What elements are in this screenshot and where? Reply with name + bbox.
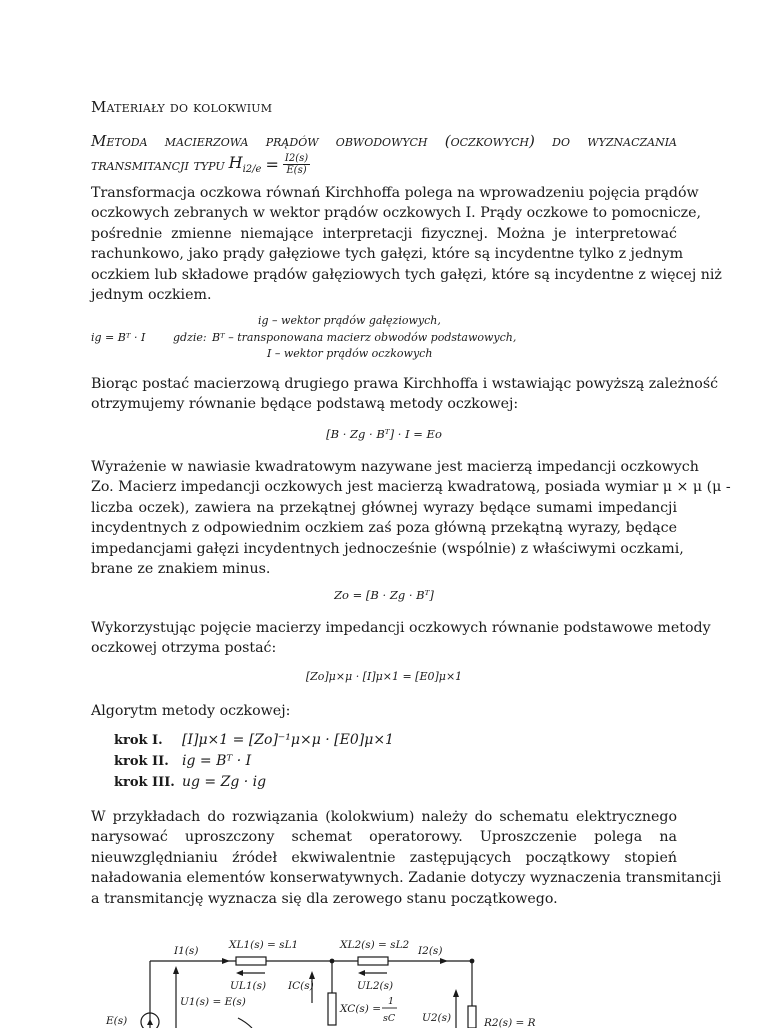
transfer-h: H: [228, 153, 243, 173]
resistor-box: [468, 1006, 476, 1028]
paragraph-5: [91, 701, 677, 721]
label-xc-den: sC: [383, 1013, 396, 1024]
capacitor-box: [328, 993, 336, 1025]
paragraph-4: [91, 618, 711, 659]
label-ul2: UL2(s): [357, 980, 394, 992]
paragraph-line: a transmitancję wyznacza się dla zerowego stanu początkowego.: [91, 890, 558, 907]
label-ul1: UL1(s): [230, 980, 267, 992]
transfer-h-sub: i2/e: [242, 164, 262, 176]
paragraph-line: Transformacja oczkowa równań Kirchhoffa polega na wprowadzeniu pojęcia prądów: [91, 185, 699, 201]
paragraph-line: incydentnych z odpowiednim oczkiem zaś poza główną przekątną wyrazy, będące: [91, 520, 677, 537]
fraction-denominator: E(s): [286, 165, 307, 176]
fraction-numerator: I2(s): [284, 153, 309, 164]
arrowhead: [236, 970, 243, 976]
eq-ig-left: ig = Bᵀ · I: [91, 331, 146, 344]
step-label: krok II.: [114, 754, 169, 769]
label-i2: I2(s): [418, 945, 443, 957]
paragraph-line: liczba oczek), zawiera na przekątnej głównej wyrazy będące sumami impedancji: [91, 499, 677, 516]
section-title-line2: [91, 153, 310, 176]
label-xl2: XL2(s) = sL2: [340, 939, 410, 951]
step-label: krok III.: [114, 775, 175, 790]
label-r: R2(s) = R: [484, 1017, 536, 1028]
arrowhead-i1: [222, 958, 230, 964]
label-ic: IC(s): [288, 980, 314, 992]
paragraph-line: narysować uproszczony schemat operatorowy. Uproszczenie polega na: [91, 829, 677, 846]
step-label: krok I.: [114, 733, 163, 748]
inductor-l2: [358, 957, 388, 965]
paragraph-line: otrzymujemy równanie będące podstawą metody oczkowej:: [91, 396, 519, 413]
transfer-fraction: [283, 153, 310, 176]
paragraph-line: oczkowych zebranych w wektor prądów oczkowych I. Prądy oczkowe to pomocnicze,: [91, 205, 702, 222]
paragraph-line: rachunkowo, jako prądy gałęziowe tych gałęzi, które są incydentne tylko z jednym: [91, 246, 684, 263]
section-title-text: transmitancji typu: [91, 155, 225, 174]
algorithm-step: [114, 774, 394, 795]
paragraph-line: Zo. Macierz impedancji oczkowych jest macierzą kwadratową, posiada wymiar μ × μ (μ -: [91, 479, 731, 496]
equals-sign: =: [265, 155, 279, 174]
label-es: E(s): [106, 1015, 128, 1027]
eq-matrix: [Zo]μ×μ · [I]μ×1 = [E0]μ×1: [305, 670, 463, 683]
paragraph-line: brane ze znakiem minus.: [91, 561, 271, 578]
eq-zo: Zo = [B · Zg · Bᵀ]: [334, 588, 434, 602]
arrowhead: [358, 970, 365, 976]
loop-arc: [238, 1018, 252, 1028]
circuit-schematic: [0, 918, 768, 1028]
paragraph-line: Biorąc postać macierzową drugiego prawa Kirchhoffa i wstawiając powyższą zależność: [91, 376, 719, 392]
arrowhead: [453, 989, 459, 997]
eq-main: [B · Zg · Bᵀ] · I = Eo: [326, 427, 442, 441]
algorithm-step: [114, 732, 394, 753]
eq-ig-line1: ig – wektor prądów gałęziowych,: [258, 314, 441, 327]
paragraph-line: pośrednie zmienne niemające interpretacji fizycznej. Można je interpretować: [91, 225, 677, 242]
paragraph-6: [91, 807, 722, 909]
paragraph-line: impedancjami gałęzi incydentnych jednocześnie (wspólnie) z właściwymi oczkami,: [91, 540, 684, 557]
paragraph-line: nieuwzględnianiu źródeł ekwiwalentnie zastępujących początkowy stopień: [91, 849, 677, 866]
eq-ig-gdzie: gdzie:: [173, 331, 207, 344]
section-title-line1: Metoda macierzowa prądów obwodowych (oczkowych) do wyznaczania: [91, 132, 677, 150]
paragraph-1: [91, 183, 722, 305]
paragraph-line: naładowania elementów konserwatywnych. Zadanie dotyczy wyznaczenia transmitancji: [91, 870, 722, 887]
paragraph-line: oczkowej otrzyma postać:: [91, 640, 277, 657]
eq-ig-line2: Bᵀ – transponowana macierz obwodów podstawowych,: [212, 331, 517, 344]
paragraph-3: [91, 457, 731, 579]
paragraph-line: Wykorzystując pojęcie macierzy impedancji oczkowych równanie podstawowe metody: [91, 620, 711, 636]
arrowhead: [309, 971, 315, 979]
page-heading: Materiały do kolokwium: [91, 98, 273, 116]
transfer-symbol: [229, 153, 262, 175]
paragraph-2: [91, 374, 719, 415]
node-dot: [470, 959, 475, 964]
paragraph-line: W przykładach do rozwiązania (kolokwium) należy do schematu elektrycznego: [91, 809, 677, 825]
eq-ig-line3: I – wektor prądów oczkowych: [267, 347, 433, 360]
label-u2: U2(s): [422, 1012, 452, 1024]
arrowhead: [173, 966, 179, 974]
paragraph-line: Algorytm metody oczkowej:: [91, 703, 291, 719]
node-dot: [330, 959, 335, 964]
label-xl1: XL1(s) = sL1: [229, 939, 299, 951]
source-arrow: [147, 1019, 153, 1025]
algorithm-steps: [114, 732, 394, 795]
paragraph-line: jednym oczkiem.: [91, 287, 212, 304]
step-formula: ug = Zg · ig: [182, 774, 267, 790]
paragraph-line: Wyrażenie w nawiasie kwadratowym nazywane jest macierzą impedancji oczkowych: [91, 459, 699, 475]
inductor-l1: [236, 957, 266, 965]
step-formula: ig = Bᵀ · I: [182, 753, 252, 769]
label-i1: I1(s): [174, 945, 199, 957]
label-xc-num: 1: [388, 996, 395, 1007]
step-formula: [I]μ×1 = [Zo]⁻¹μ×μ · [E0]μ×1: [182, 732, 394, 748]
paragraph-line: oczkiem lub składowe prądów gałęziowych tych gałęzi, które są incydentne z więcej niż: [91, 266, 722, 283]
label-xc: XC(s) =: [340, 1003, 382, 1015]
algorithm-step: [114, 753, 394, 774]
arrowhead-i2: [440, 958, 448, 964]
label-u1: U1(s) = E(s): [180, 996, 246, 1008]
